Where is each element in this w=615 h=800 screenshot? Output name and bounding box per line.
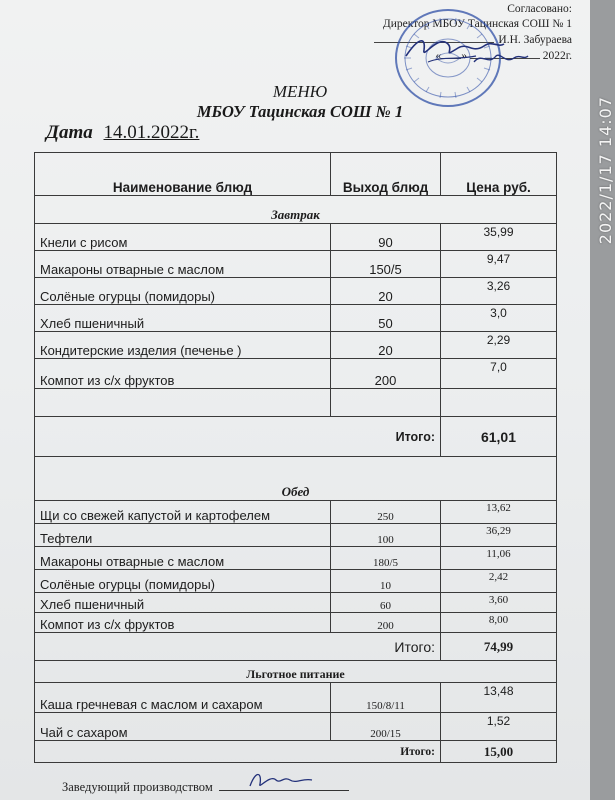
section-title: Обед bbox=[35, 457, 557, 501]
section-breakfast bbox=[35, 196, 557, 224]
table-row bbox=[35, 713, 557, 741]
approval-title: Согласовано: bbox=[507, 3, 572, 15]
date-signature-icon bbox=[470, 46, 530, 70]
dish-output: 250 bbox=[331, 501, 441, 524]
dish-name: Чай с сахаром bbox=[35, 713, 331, 741]
table-row bbox=[35, 613, 557, 633]
table-row bbox=[35, 332, 557, 359]
total-label: Итого: bbox=[35, 741, 441, 763]
dish-name: Кнели с рисом bbox=[35, 224, 331, 251]
dish-price: 7,0 bbox=[441, 359, 557, 389]
menu-table bbox=[34, 152, 557, 763]
dish-name: Солёные огурцы (помидоры) bbox=[35, 278, 331, 305]
dish-price: 11,06 bbox=[441, 547, 557, 570]
header-output: Выход блюд bbox=[331, 153, 441, 196]
dish-name: Компот из с/х фруктов bbox=[35, 613, 331, 633]
section-title: Завтрак bbox=[35, 196, 557, 224]
manager-signature-icon bbox=[246, 766, 316, 792]
dish-name: Солёные огурцы (помидоры) bbox=[35, 570, 331, 593]
header-price: Цена руб. bbox=[441, 153, 557, 196]
dish-output: 90 bbox=[331, 224, 441, 251]
preferential-total-row bbox=[35, 741, 557, 763]
dish-price: 3,0 bbox=[441, 305, 557, 332]
date-label: Дата bbox=[46, 122, 93, 143]
dish-price: 1,52 bbox=[441, 713, 557, 741]
dish-name: Компот из с/х фруктов bbox=[35, 359, 331, 389]
dish-output: 200 bbox=[331, 613, 441, 633]
breakfast-total-row bbox=[35, 417, 557, 457]
total-label: Итого: bbox=[35, 633, 441, 661]
dish-price: 13,48 bbox=[441, 683, 557, 713]
approval-director: Директор МБОУ Тацинская СОШ № 1 bbox=[382, 18, 572, 30]
dish-name: Тефтели bbox=[35, 524, 331, 547]
dish-output: 50 bbox=[331, 305, 441, 332]
table-row bbox=[35, 547, 557, 570]
dish-name: Макароны отварные с маслом bbox=[35, 251, 331, 278]
footer-label: Заведующий производством bbox=[62, 780, 213, 794]
table-row bbox=[35, 305, 557, 332]
section-lunch bbox=[35, 457, 557, 501]
dish-price: 8,00 bbox=[441, 613, 557, 633]
table-row bbox=[35, 570, 557, 593]
total-label: Итого: bbox=[35, 417, 441, 457]
dish-name: Каша гречневая с маслом и сахаром bbox=[35, 683, 331, 713]
dish-output: 150/5 bbox=[331, 251, 441, 278]
approval-date: « » 2022г. bbox=[435, 50, 572, 62]
school-name: МБОУ Тацинская СОШ № 1 bbox=[196, 102, 404, 121]
lunch-total-row bbox=[35, 633, 557, 661]
dish-price: 3,26 bbox=[441, 278, 557, 305]
section-title: Льготное питание bbox=[35, 661, 557, 683]
dish-output: 200 bbox=[331, 359, 441, 389]
dish-name: Щи со свежей капустой и картофелем bbox=[35, 501, 331, 524]
dish-price: 3,60 bbox=[441, 593, 557, 613]
approval-name: И.Н. Забураева bbox=[332, 32, 572, 48]
dish-price: 13,62 bbox=[441, 501, 557, 524]
date-value: 14.01.2022г. bbox=[103, 122, 200, 143]
total-value: 61,01 bbox=[441, 417, 557, 457]
dish-output: 200/15 bbox=[331, 713, 441, 741]
table-row bbox=[35, 251, 557, 278]
table-row bbox=[35, 683, 557, 713]
dish-price: 35,99 bbox=[441, 224, 557, 251]
table-header bbox=[35, 153, 557, 196]
dish-price: 9,47 bbox=[441, 251, 557, 278]
table-row bbox=[35, 501, 557, 524]
date-line bbox=[46, 122, 199, 144]
empty-row bbox=[35, 389, 557, 417]
table-row bbox=[35, 224, 557, 251]
dish-output: 60 bbox=[331, 593, 441, 613]
dish-name: Кондитерские изделия (печенье ) bbox=[35, 332, 331, 359]
table-row bbox=[35, 524, 557, 547]
total-value: 74,99 bbox=[441, 633, 557, 661]
dish-output: 150/8/11 bbox=[331, 683, 441, 713]
dish-output: 100 bbox=[331, 524, 441, 547]
photo-timestamp: 2022/1/17 14:07 bbox=[596, 96, 615, 245]
dish-name: Макароны отварные с маслом bbox=[35, 547, 331, 570]
dish-output: 20 bbox=[331, 278, 441, 305]
section-preferential bbox=[35, 661, 557, 683]
dish-output: 10 bbox=[331, 570, 441, 593]
dish-output: 20 bbox=[331, 332, 441, 359]
dish-name: Хлеб пшеничный bbox=[35, 305, 331, 332]
table-row bbox=[35, 359, 557, 389]
dish-price: 2,29 bbox=[441, 332, 557, 359]
dish-name: Хлеб пшеничный bbox=[35, 593, 331, 613]
header-name: Наименование блюд bbox=[35, 153, 331, 196]
dish-output: 180/5 bbox=[331, 547, 441, 570]
dish-price: 36,29 bbox=[441, 524, 557, 547]
table-row bbox=[35, 593, 557, 613]
dish-price: 2,42 bbox=[441, 570, 557, 593]
total-value: 15,00 bbox=[441, 741, 557, 763]
table-row bbox=[35, 278, 557, 305]
page-title: МЕНЮ bbox=[272, 82, 328, 101]
